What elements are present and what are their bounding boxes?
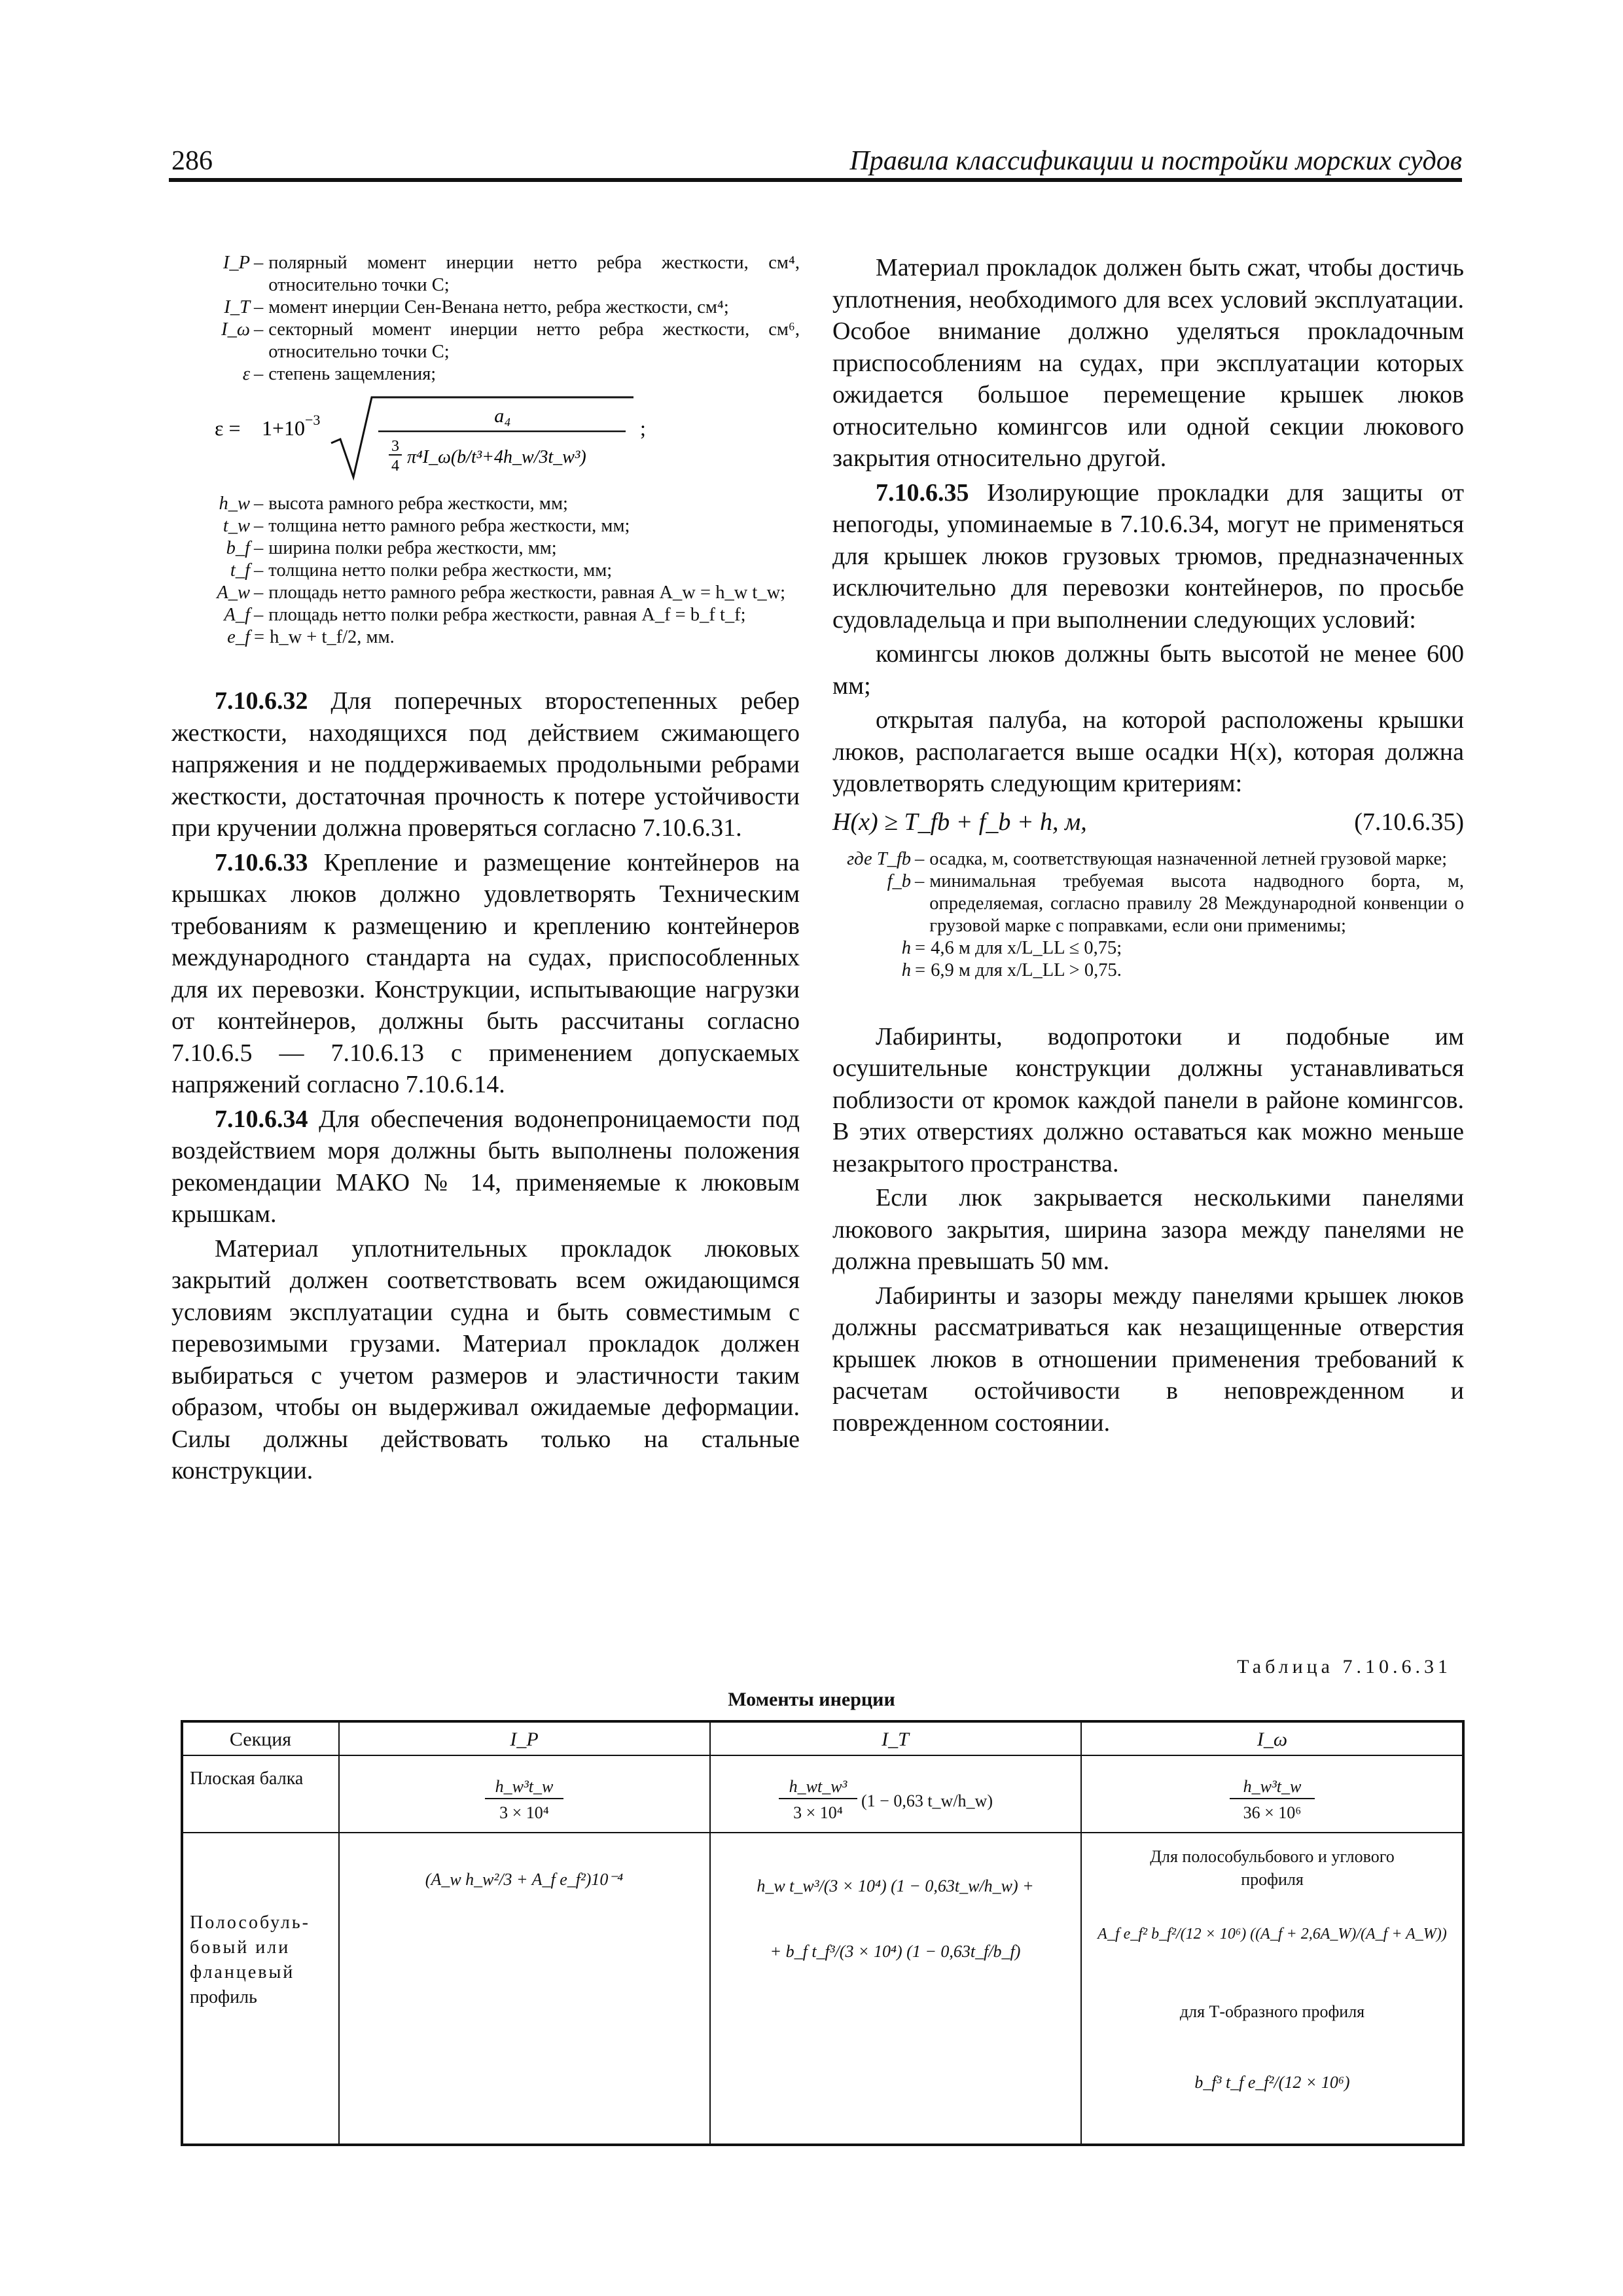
def-text: минимальная требуемая высота надводного борта, м, определяемая, согласно правилу 28 Международной конвенции о грузовой марке с поправками, если они применимы; [929, 870, 1464, 936]
paragraph-text: Материал уплотнительных прокладок люковых закрытий должен соответствовать всем ожидающимся условиям эксплуатации судна и быть совместимым с перевозимыми грузами. Материал прокладок должен выбираться с учетом размеров и эластичности таким образом, чтобы он выдерживал ожидаемые деформации. Силы должны действовать только на стальные конструкции. [171, 1234, 800, 1484]
paragraph-text: Изолирующие прокладки для защиты от непогоды, упоминаемые в 7.10.6.34, могут не применяться для крышек люков грузовых трюмов, предназначенных исключительно для перевозки контейнеров, по просьбе судовладельца и при выполнении следующих условий: [832, 478, 1464, 634]
def-text: h_w + t_f/2, мм. [270, 627, 395, 647]
def-tw [202, 515, 800, 537]
def-eps [202, 363, 800, 386]
def-fb [832, 870, 1464, 937]
row1-iw-num: h_w³t_w [1243, 1777, 1302, 1796]
row2-section-line: профиль [190, 1987, 257, 2007]
row1-it-tail: (1 − 0,63 t_w/h_w) [861, 1791, 993, 1810]
def-symbol: A_f [224, 605, 250, 625]
paragraph-coaming-height [832, 638, 1464, 702]
epsilon-formula-svg [215, 391, 673, 489]
clause-number: 7.10.6.34 [215, 1105, 308, 1133]
def-dash: – [915, 848, 925, 869]
running-title: Правила классификации и постройки морских судов [849, 146, 1462, 176]
paragraph-text: комингсы люков должны быть высотой не менее 600 мм; [832, 640, 1464, 700]
def-symbol: где T_fb [847, 848, 911, 869]
row1-ip-den: 3 × 10⁴ [499, 1803, 549, 1822]
def-it [202, 296, 800, 319]
paragraph-labyrinths [832, 1021, 1464, 1180]
paragraph-text: Для поперечных второстепенных ребер жесткости, находящихся под действием сжимающего напряжения и не поддерживаемых продольными ребрами жесткости, достаточная прочность к потере устойчивости при кручении должна проверяться согласно 7.10.6.31. [171, 687, 800, 842]
def-symbol: e_f [227, 627, 250, 647]
def-text: ширина полки ребра жесткости, мм; [268, 538, 557, 558]
row1-iw-den: 36 × 10⁶ [1243, 1803, 1302, 1822]
def-h1 [832, 937, 1464, 960]
row2-section-line: Полособуль- [190, 1912, 310, 1933]
def-dash: – [254, 493, 264, 514]
paragraph-text: Для обеспечения водонепроницаемости под воздействием моря должны быть выполнены положения рекомендации МАКО № 14, применяемые к люковым крышкам. [171, 1105, 800, 1228]
def-dash: = [254, 627, 265, 647]
row2-ip: (A_w h_w²/3 + A_f e_f²)10⁻⁴ [425, 1870, 624, 1889]
def-text: 4,6 м для x/L_LL ≤ 0,75; [931, 937, 1122, 958]
def-symbol: I_ω [221, 319, 250, 340]
def-ip [202, 252, 800, 296]
def-text: толщина нетто полки ребра жесткости, мм; [268, 560, 613, 581]
header-rule [169, 178, 1462, 182]
definitions-top [202, 252, 800, 386]
header-section: Секция [229, 1729, 292, 1750]
def-symbol: ε [242, 364, 250, 384]
def-text: полярный момент инерции нетто ребра жесткости, см⁴, относительно точки C; [268, 253, 800, 295]
def-dash: – [915, 870, 925, 891]
def-text: высота рамного ребра жесткости, мм; [268, 493, 568, 514]
def-symbol: t_f [230, 560, 250, 581]
paragraph-text: Лабиринты, водопротоки и подобные им осушительные конструкции должны устанавливаться поблизости от кромок каждой панели в районе комингсов. В этих отверстиях должно оставаться как можно меньше незакрытого пространства. [832, 1022, 1464, 1177]
def-dash: – [254, 583, 264, 603]
def-symbol: I_P [223, 253, 250, 273]
def-symbol: t_w [223, 516, 250, 536]
def-symbol: A_w [217, 583, 250, 603]
paragraph-text: Материал прокладок должен быть сжат, чтобы достичь уплотнения, необходимого для всех условий эксплуатации. Особое внимание должно уделяться прокладочным приспособлениям на судах, при эксплуатации которых ожидается большое перемещение крышек люков относительно комингсов или одной секции люкового закрытия относительно другой. [832, 254, 1464, 472]
table-title: Моменты инерции [728, 1689, 895, 1710]
definitions-bottom [202, 493, 800, 649]
row2-section-line: бовый или [190, 1937, 291, 1958]
def-text: секторный момент инерции нетто ребра жесткости, см⁶, относительно точки C; [268, 319, 800, 362]
formula-expression: H(x) ≥ T_fb + f_b + h, м, [832, 808, 1087, 836]
paragraph-seal-material [171, 1233, 800, 1487]
paragraph-7-10-6-33 [171, 847, 800, 1101]
def-symbol: I_T [224, 297, 250, 317]
def-symbol: h [901, 960, 911, 980]
table-border [182, 1721, 1463, 2145]
paragraph-7-10-6-35 [832, 477, 1464, 636]
paragraph-gasket-compression [832, 252, 1464, 475]
row2-it-line2: + b_f t_f³/(3 × 10⁴) (1 − 0,63t_f/b_f) [770, 1942, 1021, 1961]
paragraph-7-10-6-34 [171, 1103, 800, 1230]
row1-ip-num: h_w³t_w [495, 1777, 554, 1796]
def-symbol: h_w [219, 493, 250, 514]
row1-section: Плоская балка [190, 1768, 304, 1789]
def-tf [202, 560, 800, 582]
eps-numerator: a₄ [494, 405, 511, 427]
row2-iw-formula2: b_f³ t_f e_f²/(12 × 10⁶) [1194, 2073, 1350, 2092]
def-symbol: h [901, 937, 911, 958]
epsilon-formula [215, 391, 800, 489]
def-dash: – [254, 605, 264, 625]
def-symbol: f_b [887, 870, 911, 891]
header-iw: I_ω [1257, 1729, 1288, 1750]
def-tfb [832, 848, 1464, 870]
paragraph-text: Крепление и размещение контейнеров на крышках люков должно удовлетворять Техническим требованиям к размещению и креплению контейнеров международного стандарта на судах, приспособленных для их перевозки. Конструкции, испытывающие нагрузки от контейнеров, должны быть рассчитаны согласно 7.10.6.5 — 7.10.6.13 с применением допускаемых напряжений согласно 7.10.6.14. [171, 848, 800, 1098]
def-bf [202, 537, 800, 560]
clause-number: 7.10.6.35 [876, 478, 969, 507]
row1-it-num: h_wt_w³ [789, 1777, 847, 1796]
left-column [171, 252, 800, 1490]
formula-7-10-6-35 [832, 802, 1464, 842]
header-ip: I_P [510, 1729, 539, 1750]
paragraph-text: открытая палуба, на которой расположены крышки люков, располагается выше осадки H(x), которая должна удовлетворять следующим критериям: [832, 706, 1464, 797]
row2-iw-caption2: для Т-образного профиля [1179, 2002, 1365, 2021]
def-dash: – [254, 297, 264, 317]
row2-it-line1: h_w t_w³/(3 × 10⁴) (1 − 0,63t_w/h_w) + [757, 1876, 1034, 1895]
def-text: степень защемления; [268, 364, 437, 384]
paragraph-unprotected-openings [832, 1280, 1464, 1439]
definitions-right [832, 848, 1464, 982]
def-dash: = [915, 960, 926, 980]
eps-one-plus: 1+10 [262, 416, 306, 440]
def-iw [202, 319, 800, 363]
def-ef [202, 626, 800, 649]
def-aw [202, 582, 800, 604]
paragraph-text: Лабиринты и зазоры между панелями крышек люков должны рассматриваться как незащищенные отверстия крышек люков в отношении применения требований к расчетам остойчивости в неповрежденном и поврежденном состоянии. [832, 1282, 1464, 1437]
def-dash: – [254, 364, 264, 384]
def-dash: – [254, 319, 264, 340]
paragraph-7-10-6-32 [171, 685, 800, 844]
row2-section-line: фланцевый [190, 1962, 295, 1982]
paragraph-open-deck [832, 704, 1464, 800]
header-it: I_T [882, 1729, 909, 1750]
def-text: осадка, м, соответствующая назначенной летней грузовой марке; [929, 848, 1448, 869]
row2-iw-formula1: A_f e_f² b_f²/(12 × 10⁶) ((A_f + 2,6A_W)/(A_f + A_W)) [1097, 1926, 1447, 1943]
eps-frac-den: 4 [391, 457, 399, 475]
eps-denominator: π⁴I_ω(b/t³+4h_w/3t_w³) [407, 447, 586, 467]
eps-tail: ; [640, 416, 646, 440]
right-column [832, 252, 1464, 1441]
eps-frac-num: 3 [391, 438, 399, 455]
def-dash: – [254, 516, 264, 536]
row2-iw-caption1a: Для полособульбового и углового [1150, 1847, 1395, 1866]
def-dash: – [254, 253, 264, 273]
def-text: площадь нетто рамного ребра жесткости, равная A_w = h_w t_w; [268, 583, 786, 603]
row2-iw-caption1b: профиля [1241, 1870, 1304, 1889]
row1-it-den: 3 × 10⁴ [793, 1803, 843, 1822]
def-symbol: b_f [226, 538, 250, 558]
eps-exponent: −3 [305, 412, 321, 428]
def-text: толщина нетто рамного ребра жесткости, мм; [268, 516, 630, 536]
eps-lhs: ε = [215, 416, 241, 440]
def-dash: = [915, 937, 926, 958]
paragraph-gap-width [832, 1182, 1464, 1278]
def-af [202, 604, 800, 626]
def-text: площадь нетто полки ребра жесткости, равная A_f = b_f t_f; [268, 605, 746, 625]
formula-number: (7.10.6.35) [1354, 808, 1464, 836]
def-dash: – [254, 560, 264, 581]
table-label: Таблица 7.10.6.31 [1237, 1656, 1452, 1677]
paragraph-text: Если люк закрывается несколькими панелями люкового закрытия, ширина зазора между панелями не должна превышать 50 мм. [832, 1184, 1464, 1275]
clause-number: 7.10.6.32 [215, 687, 308, 715]
def-text: 6,9 м для x/L_LL > 0,75. [931, 960, 1122, 980]
def-h2 [832, 960, 1464, 982]
def-hw [202, 493, 800, 515]
def-dash: – [254, 538, 264, 558]
clause-number: 7.10.6.33 [215, 848, 308, 876]
page-number: 286 [171, 146, 213, 176]
def-text: момент инерции Сен-Венана нетто, ребра жесткости, см⁴; [268, 297, 729, 317]
